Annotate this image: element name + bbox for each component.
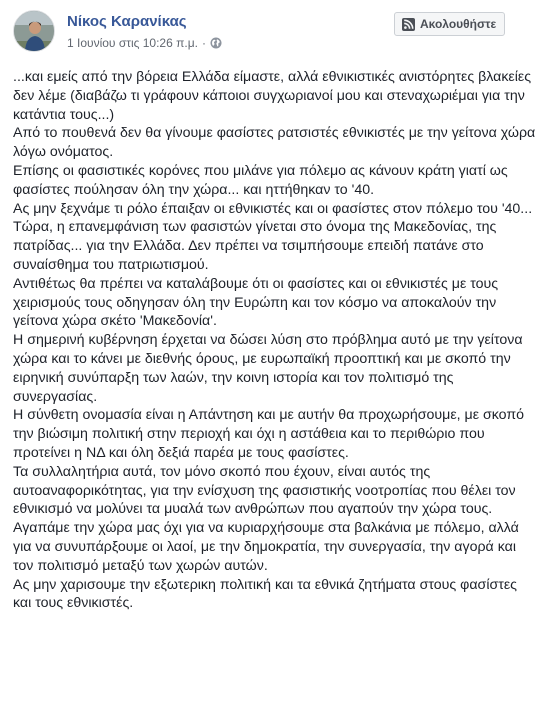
post-paragraph: Τώρα, η επανεμφάνιση των φασιστών γίνεται στο όνομα της Μακεδονίας, της πατρίδας... για την Ελλάδα. Δεν πρέπει να τσιμπήσουμε επειδή πατάνε στο συναίσθημα του πατριωτισμού.: [13, 219, 497, 273]
post-paragraph: Ας μην χαρισουμε την εξωτερικη πολιτική και τα εθνικά ζητήματα στους φασίστες και τους εθνικιστές.: [13, 576, 517, 612]
post-meta: [67, 36, 222, 50]
post-timestamp[interactable]: 1 Ιουνίου στις 10:26 π.μ.: [67, 36, 198, 50]
rss-icon: [402, 18, 415, 31]
post-paragraph: Τα συλλαλητήρια αυτά, τον μόνο σκοπό που έχουν, είναι αυτός της αυτοαναφορικότητας, για την ενίσχυση της φασιστικής νοοτροπίας που θέλει τον εθνικισμό να μολύνει τα μυαλά των ανθρώπων που αγαπούν την χώρα τους.: [13, 463, 516, 518]
avatar-photo: [14, 11, 55, 52]
post-paragraph: Επίσης οι φασιστικές κορόνες που μιλάνε για πόλεμο ας κάνουν κράτη γιατί ως φασίστες πούλησαν όλη την χώρα... και ηττήθηκαν το '40.: [13, 162, 508, 198]
post-paragraph: Αντιθέτως θα πρέπει να καταλάβουμε ότι οι φασίστες και οι εθνικιστές με τους χειρισμούς τους οδηγησαν όλη την Ευρώπη και τον κόσμο να αποκαλούν την γείτονα χώρα σκέτο 'Μακεδονία'.: [13, 275, 499, 330]
post-paragraph: Από το πουθενά δεν θα γίνουμε φασίστες ρατσιστές εθνικιστές με την γείτονα χώρα λόγω ονόματος.: [13, 125, 536, 161]
meta-separator: ·: [201, 36, 206, 50]
globe-icon[interactable]: [210, 37, 222, 49]
post-paragraph: Η σύνθετη ονομασία είναι η Απάντηση και με αυτήν θα προχωρήσουμε, με σκοπό την βιώσιμη πολιτική στην περιοχή και όχι η αστάθεια και το περιθώριο που προτείνει η ΝΔ και όλη δεξιά παρέα με τους φασίστες.: [13, 407, 525, 461]
follow-button-label: Ακολουθήστε: [420, 17, 497, 31]
avatar[interactable]: [13, 10, 55, 52]
post-paragraph: Ας μην ξεχνάμε τι ρόλο έπαιξαν οι εθνικιστές και οι φασίστες στον πόλεμο του '40...: [13, 200, 533, 217]
post-header: [13, 9, 538, 57]
post-text: [13, 68, 538, 613]
post-paragraph: Αγαπάμε την χώρα μας όχι για να κυριαρχήσουμε στα βαλκάνια με πόλεμο, αλλά για να συνυπάρξουμε οι λαοί, με την δημοκρατία, την συνεργασία, την αγορά και τον πολιτισμό μεταξύ των χωρών αυτών.: [13, 520, 519, 574]
author-name[interactable]: Νίκος Καρανίκας: [67, 13, 187, 30]
post-paragraph: Η σημερινή κυβέρνηση έρχεται να δώσει λύση στο πρόβλημα αυτό με την γείτονα χώρα και το κάνει με διεθνής όρους, με ευρωπαϊκή προοπτική και με σκοπό την ειρηνική συνύπαρξη των λαών, την κοινη ιστορία και τον πολιτισμό της συνεργασίας.: [13, 332, 523, 405]
follow-button[interactable]: [394, 12, 505, 36]
post-paragraph: ...και εμείς από την βόρεια Ελλάδα είμαστε, αλλά εθνικιστικές ανιστόρητες βλακείες δεν λέμε (διαβάζω τι γράφουν κάποιοι συγχωριανοί μου και στεναχωριέμαι για την κατάντια τους...): [13, 69, 532, 123]
